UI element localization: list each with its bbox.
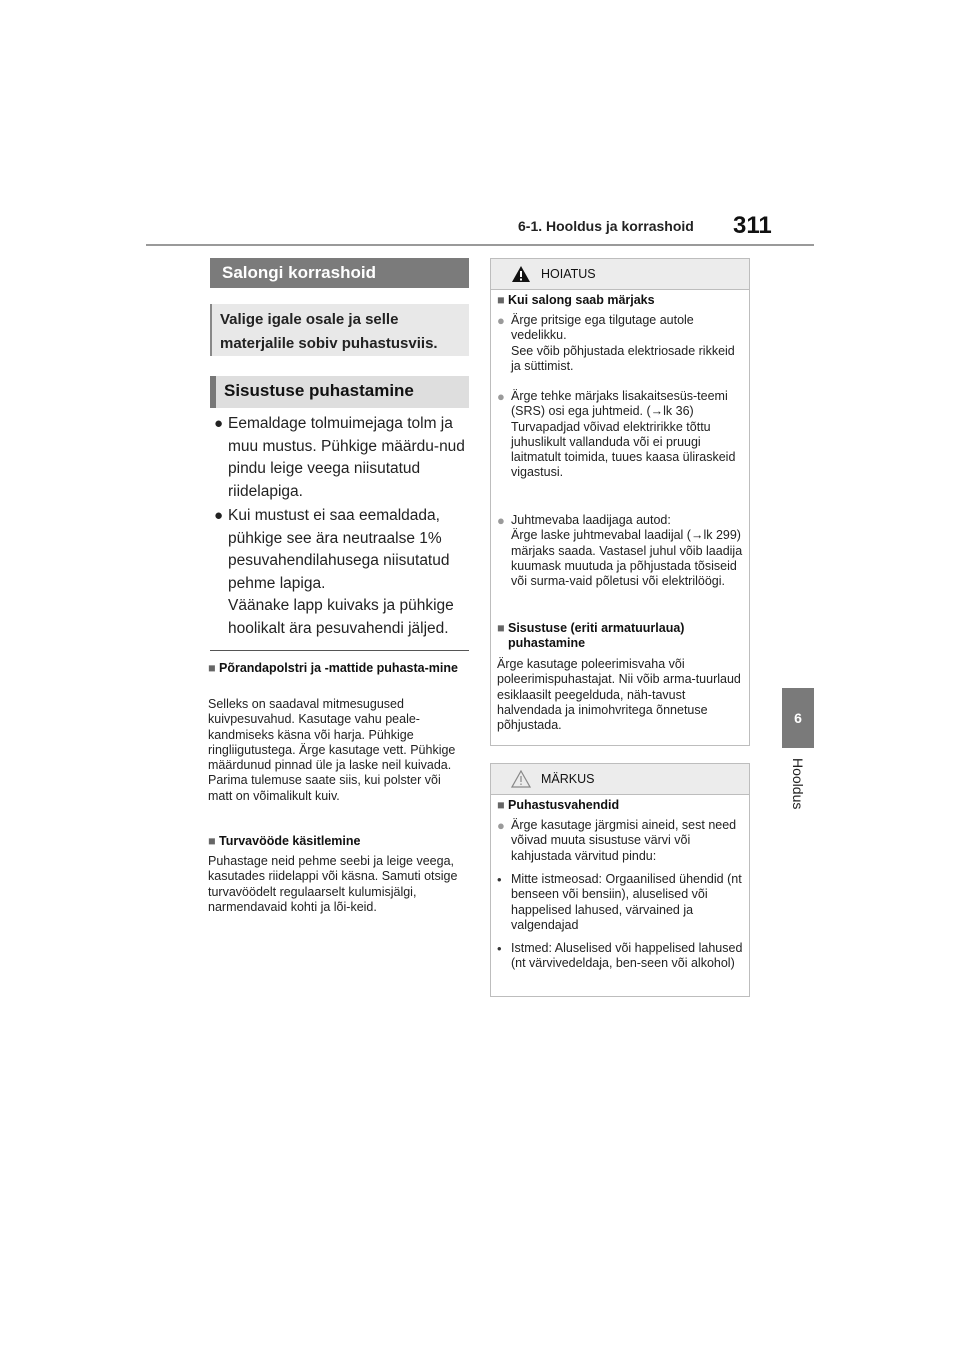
- subheading: Sisustuse puhastamine: [210, 376, 469, 408]
- bullet-item: [214, 413, 470, 503]
- square-bullet-icon: ■: [208, 834, 216, 848]
- warning-text: Ärge kasutage poleerimisvaha või poleerimispuhastajat. Nii võib arma-tuurlaud esiklaasilt peegelduda, näh-tavust halvendada ja inimohvritega õnnetuse põhjustada.: [497, 657, 741, 733]
- warning-item: [497, 389, 743, 481]
- warning-header: [491, 259, 749, 290]
- warning-heading: [497, 293, 743, 308]
- section-title: 6-1. Hooldus ja korrashoid: [518, 218, 694, 234]
- section-heading: [208, 834, 470, 849]
- warning-heading: [497, 621, 743, 651]
- warning-item-text: Ärge tehke märjaks lisakaitsesüs-teemi (SRS) osi ega juhtmeid. (→lk 36) Turvapadjad võivad elektririkke tõttu juhuslikult vallanduda või ei pruugi laitmatult toimida, tuues kaasa üliraskeid vigastusi.: [511, 389, 736, 480]
- bullet-small-icon: •: [497, 941, 502, 956]
- chapter-number: 6: [794, 710, 802, 726]
- warning-box: [490, 258, 750, 746]
- warning-icon: [511, 265, 531, 283]
- notice-icon: [511, 770, 531, 788]
- warning-item: [497, 513, 743, 589]
- section-heading-text: Põrandapolstri ja -mattide puhasta-mine: [219, 661, 458, 675]
- bullet-dot-icon: ●: [497, 389, 505, 404]
- divider: [210, 650, 469, 651]
- section-heading-text: Turvavööde käsitlemine: [219, 834, 361, 848]
- warning-item: [497, 313, 743, 374]
- notice-box: [490, 763, 750, 997]
- notice-header: [491, 764, 749, 795]
- page-heading: Salongi korrashoid: [210, 258, 469, 288]
- notice-subitem-text: Istmed: Aluselised või happelised lahused (nt värvivedeldaja, ben-seen või alkohol): [511, 941, 743, 971]
- section-heading: [208, 661, 470, 676]
- bullet-dot-icon: ●: [214, 507, 224, 524]
- square-bullet-icon: ■: [497, 798, 505, 812]
- section-text: Puhastage neid pehme seebi ja leige veega, kasutades riidelappi või käsna. Samuti otsige turvavöödelt regulaarselt kulumisjälgi, narmendavaid kohti ja lõi-keid.: [208, 854, 458, 914]
- notice-label: MÄRKUS: [541, 772, 595, 786]
- notice-subitem: [497, 941, 743, 972]
- notice-heading-text: Puhastusvahendid: [508, 798, 620, 812]
- notice-item-text: Ärge kasutage järgmisi aineid, sest need võivad muuta sisustuse värvi või kahjustada värvitud pindu:: [511, 818, 737, 863]
- bullet-dot-icon: ●: [497, 313, 505, 328]
- notice-heading: [497, 798, 743, 813]
- chapter-tab[interactable]: [782, 688, 814, 748]
- square-bullet-icon: ■: [208, 661, 216, 675]
- chapter-label: [788, 758, 808, 818]
- warning-item-text: Juhtmevaba laadijaga autod: Ärge laske juhtmevabal laadijal (→lk 299) märjaks saada. Vastasel juhul võib laadija kuumask muutuda ja põhjustada tõsiseid või surma-vaid põletusi või elektrilöögi.: [511, 513, 743, 589]
- bullet-dot-icon: ●: [497, 818, 505, 833]
- warning-label: HOIATUS: [541, 267, 596, 281]
- bullet-text: Eemaldage tolmuimejaga tolm ja muu mustus. Pühkige määrdu-nud pindu leige veega niisutatud riidelapiga.: [228, 415, 465, 500]
- intro-box: Valige igale osale ja selle materjalile sobiv puhastusviis.: [210, 304, 469, 356]
- warning-heading-text: Sisustuse (eriti armatuurlaua) puhastamine: [508, 621, 685, 650]
- warning-item-text: Ärge pritsige ega tilgutage autole vedelikku. See võib põhjustada elektriosade rikkeid ja süttimist.: [511, 313, 735, 373]
- chapter-label-text: Hooldus: [790, 758, 806, 810]
- bullet-dot-icon: ●: [214, 415, 224, 432]
- square-bullet-icon: ■: [497, 621, 505, 635]
- bullet-text: Kui mustust ei saa eemaldada, pühkige see ära neutraalse 1% pesuvahendilahusega niisutatud pehme lapiga. Väänake lapp kuivaks ja pühkige hoolikalt ära pesuvahendi jäljed.: [228, 507, 454, 637]
- header-rule: [146, 244, 814, 246]
- section-text: Selleks on saadaval mitmesugused kuivpesuvahud. Kasutage vahu peale-kandmiseks käsna või harja. Pühkige ringliigutustega. Ärge kasutage vett. Pühkige määrdunud pinnad üle ja laske neil kuivada. Parima tulemuse saate siis, kui polster või matt on võimalikult kuiv.: [208, 697, 456, 803]
- notice-subitem-text: Mitte istmeosad: Orgaanilised ühendid (nt benseen või bensiin), aluselised või happelised lahused, värvained ja valgendajad: [511, 872, 742, 932]
- page-number: 311: [733, 212, 772, 239]
- warning-heading-text: Kui salong saab märjaks: [508, 293, 655, 307]
- notice-subitem: [497, 872, 743, 933]
- notice-item: [497, 818, 743, 864]
- bullet-dot-icon: ●: [497, 513, 505, 528]
- square-bullet-icon: ■: [497, 293, 505, 307]
- bullet-small-icon: •: [497, 872, 502, 887]
- bullet-item: [214, 505, 470, 640]
